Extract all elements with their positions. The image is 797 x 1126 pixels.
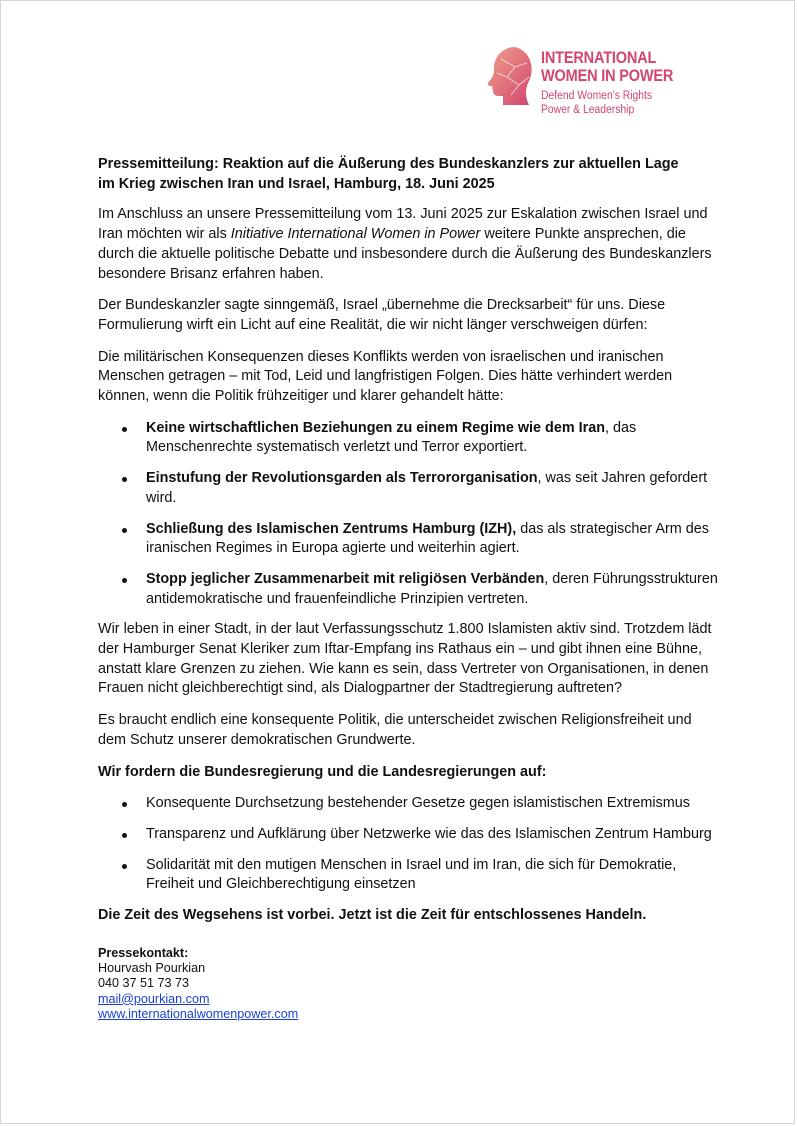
list-item: Konsequente Durchsetzung bestehender Gesetze gegen islamistischen Extremismus [98, 794, 718, 814]
contact-email-link[interactable]: mail@pourkian.com [98, 991, 210, 1006]
closing-statement: Die Zeit des Wegsehens ist vorbei. Jetzt ist die Zeit für entschlossenes Handeln. [98, 907, 647, 924]
logo-tagline-line1: Defend Women's Rights [541, 90, 653, 102]
points-list [98, 419, 718, 610]
point-4-bold: Stopp jeglicher Zusammenarbeit mit religiösen Verbänden [146, 570, 545, 587]
initiative-name: Initiative International Women in Power [230, 226, 481, 243]
contact-label: Pressekontakt: [98, 945, 189, 960]
press-release-body [98, 155, 718, 1022]
point-3-text: das als strategischer Arm des iranischen Regimes in Europa agierte und weiterhin agiert. [146, 520, 709, 557]
contact-website-link[interactable]: www.internationalwomenpower.com [98, 1006, 299, 1021]
point-2-bold: Einstufung der Revolutionsgarden als Terrororganisation [146, 470, 538, 487]
list-item: Solidarität mit den mutigen Menschen in Israel und im Iran, die sich für Demokratie, Freiheit und Gleichberechtigung einsetzen [98, 856, 718, 895]
logo-tagline-line2: Power & Leadership [541, 103, 635, 116]
intro-paragraph [98, 205, 718, 284]
demands-heading: Wir fordern die Bundesregierung und die Landesregierungen auf: [98, 763, 547, 780]
press-contact [98, 946, 718, 1022]
list-item [98, 520, 718, 559]
organization-logo [485, 45, 685, 120]
woman-profile-logo-icon [485, 45, 537, 107]
headline [98, 155, 718, 194]
paragraph-2: Der Bundeskanzler sagte sinngemäß, Israel „übernehme die Drecksarbeit“ für uns. Diese Formulierung wirft ein Licht auf eine Realität, die wir nicht länger verschweigen dürfen: [98, 297, 666, 333]
point-2-text: , was seit Jahren gefordert wird. [146, 470, 708, 506]
point-1-bold: Keine wirtschaftlichen Beziehungen zu einem Regime wie dem Iran [146, 419, 606, 436]
headline-line2: im Krieg zwischen Iran und Israel, Hamburg, 18. Juni 2025 [98, 175, 495, 192]
paragraph-5: Es braucht endlich eine konsequente Politik, die unterscheidet zwischen Religionsfreiheit und dem Schutz unserer demokratischen Grundwerte. [98, 712, 692, 748]
point-4-text: , deren Führungsstrukturen antidemokratische und frauenfeindliche Prinzipien vertreten. [146, 570, 718, 607]
logo-title [541, 49, 673, 85]
logo-tagline [541, 90, 652, 117]
logo-title-line1: INTERNATIONAL [541, 49, 657, 67]
logo-title-line2: WOMEN IN POWER [541, 67, 674, 85]
contact-name: Hourvash Pourkian [98, 961, 206, 976]
list-item: Transparenz und Aufklärung über Netzwerke wie das des Islamischen Zentrum Hamburg [98, 825, 718, 845]
demands-list [98, 794, 718, 895]
point-3-bold: Schließung des Islamischen Zentrums Hamburg (IZH), [146, 520, 517, 537]
headline-line1: Pressemitteilung: Reaktion auf die Äußerung des Bundeskanzlers zur aktuellen Lage [98, 156, 679, 172]
list-item [98, 570, 718, 609]
paragraph-3: Die militärischen Konsequenzen dieses Konflikts werden von israelischen und iranischen Menschen getragen – mit Tod, Leid und langfristigen Folgen. Dies hätte verhindert werden können, wenn die Politik frühzeitiger und klarer gehandelt hätte: [98, 348, 673, 405]
intro-text-2: weitere Punkte ansprechen, die durch die aktuelle politische Debatte und insbesondere durch die Äußerung des Bundeskanzlers besondere Brisanz erfahren haben. [98, 226, 712, 282]
contact-phone: 040 37 51 73 73 [98, 976, 190, 991]
list-item [98, 419, 718, 458]
list-item [98, 469, 718, 508]
point-1-text: , das Menschenrechte systematisch verletzt und Terror exportiert. [146, 419, 637, 456]
intro-text-1: Im Anschluss an unsere Pressemitteilung vom 13. Juni 2025 zur Eskalation zwischen Israel und Iran möchten wir als [98, 206, 708, 243]
paragraph-4: Wir leben in einer Stadt, in der laut Verfassungsschutz 1.800 Islamisten aktiv sind. Trotzdem lädt der Hamburger Senat Kleriker zum Iftar-Empfang ins Rathaus ein – und gibt ihnen eine Bühne, anstatt klare Grenzen zu ziehen. Wie kann es sein, dass Vertreter von Organisationen, in denen Frauen nicht gleichberechtigt sind, als Dialogpartner der Stadtregierung auftreten? [98, 621, 712, 697]
